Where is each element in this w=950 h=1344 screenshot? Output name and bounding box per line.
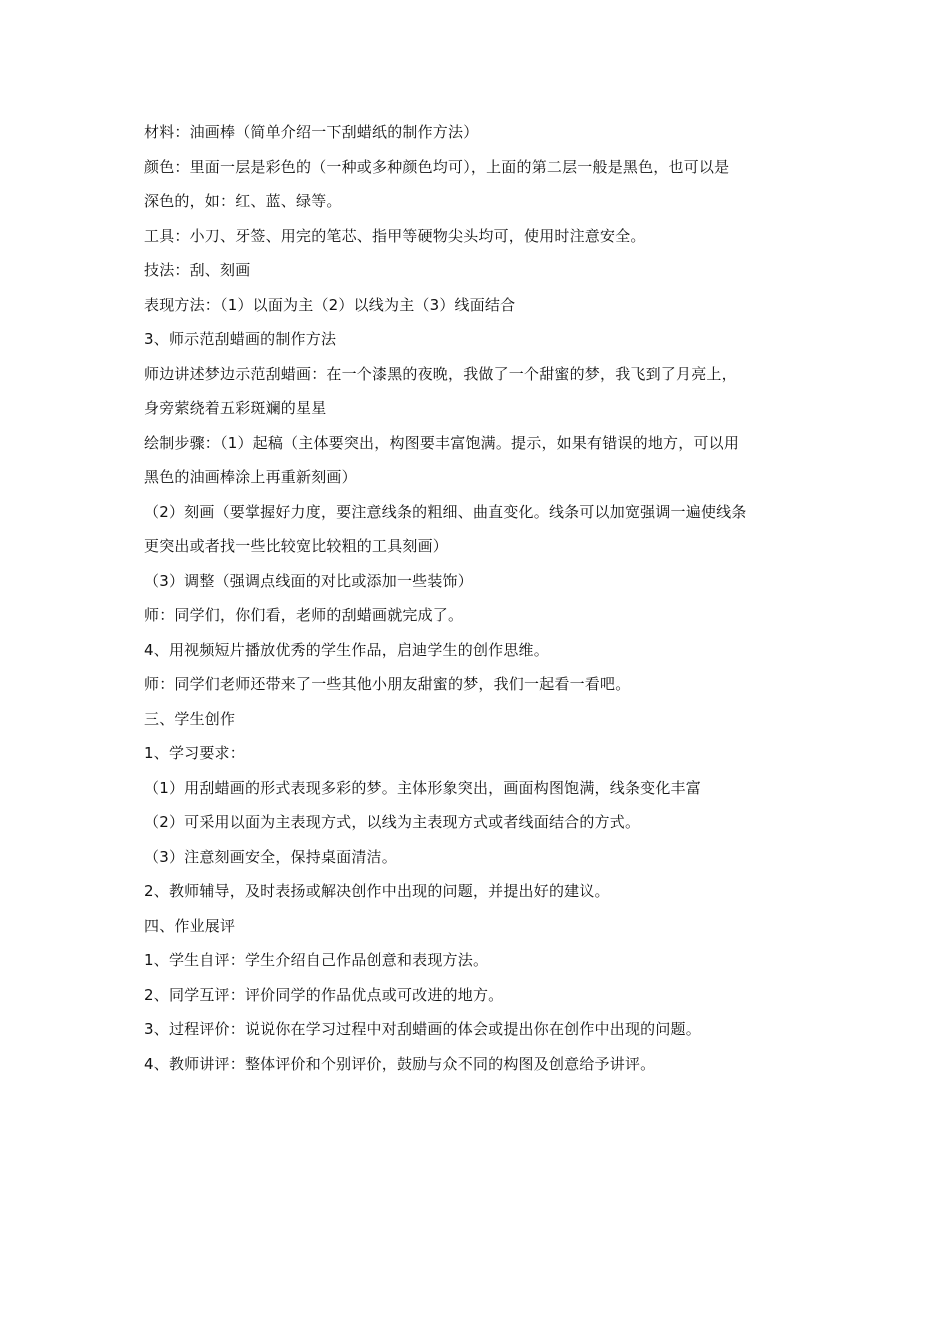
text-line-teacher-eval: 4、教师讲评：整体评价和个别评价，鼓励与众不同的构图及创意给予讲评。 bbox=[144, 1054, 656, 1073]
text-line-self-eval: 1、学生自评：学生介绍自己作品创意和表现方法。 bbox=[144, 951, 489, 969]
text-line-step-3: （3）调整（强调点线面的对比或添加一些装饰） bbox=[144, 571, 473, 590]
text-line-process-eval: 3、过程评价：说说你在学习过程中对刮蜡画的体会或提出你在创作中出现的问题。 bbox=[144, 1020, 701, 1038]
text-line-demo-story: 师边讲述梦边示范刮蜡画：在一个漆黑的夜晚，我做了一个甜蜜的梦，我飞到了月亮上， bbox=[144, 364, 737, 383]
section-heading-student-creation: 三、学生创作 bbox=[144, 709, 236, 728]
text-line-teacher-others: 师：同学们老师还带来了一些其他小朋友甜蜜的梦，我们一起看一看吧。 bbox=[144, 675, 631, 693]
text-line-video: 4、用视频短片播放优秀的学生作品，启迪学生的创作思维。 bbox=[144, 640, 549, 659]
section-heading-evaluation: 四、作业展评 bbox=[144, 916, 236, 935]
text-line-demo-heading: 3、师示范刮蜡画的制作方法 bbox=[144, 330, 337, 348]
text-line-demo-story-cont: 身旁萦绕着五彩斑斓的星星 bbox=[144, 399, 327, 417]
text-line-req-1: （1）用刮蜡画的形式表现多彩的梦。主体形象突出，画面构图饱满，线条变化丰富 bbox=[144, 778, 701, 797]
text-line-teacher-done: 师：同学们，你们看，老师的刮蜡画就完成了。 bbox=[144, 606, 464, 624]
text-line-expression-methods: 表现方法：（1）以面为主（2）以线为主（3）线面结合 bbox=[144, 295, 516, 314]
text-line-steps: 绘制步骤：（1）起稿（主体要突出，构图要丰富饱满。提示，如果有错误的地方，可以用 bbox=[144, 433, 740, 452]
document-body bbox=[144, 115, 814, 1081]
text-line-step-2-cont: 更突出或者找一些比较宽比较粗的工具刻画） bbox=[144, 537, 449, 555]
text-line-req-2: （2）可采用以面为主表现方式，以线为主表现方式或者线面结合的方式。 bbox=[144, 813, 641, 831]
text-line-colors: 颜色：里面一层是彩色的（一种或多种颜色均可），上面的第二层一般是黑色，也可以是 bbox=[144, 157, 730, 176]
text-line-materials: 材料：油画棒（简单介绍一下刮蜡纸的制作方法） bbox=[144, 123, 479, 141]
text-line-requirements: 1、学习要求： bbox=[144, 744, 245, 762]
text-line-req-3: （3）注意刻画安全，保持桌面清洁。 bbox=[144, 847, 397, 866]
text-line-techniques: 技法：刮、刻画 bbox=[144, 261, 251, 279]
text-line-peer-eval: 2、同学互评：评价同学的作品优点或可改进的地方。 bbox=[144, 985, 504, 1004]
text-line-tools: 工具：小刀、牙签、用完的笔芯、指甲等硬物尖头均可，使用时注意安全。 bbox=[144, 226, 646, 245]
text-line-steps-cont: 黑色的油画棒涂上再重新刻画） bbox=[144, 468, 357, 486]
text-line-colors-cont: 深色的，如：红、蓝、绿等。 bbox=[144, 192, 342, 210]
text-line-teacher-guidance: 2、教师辅导，及时表扬或解决创作中出现的问题，并提出好的建议。 bbox=[144, 882, 610, 900]
text-line-step-2: （2）刻画（要掌握好力度，要注意线条的粗细、曲直变化。线条可以加宽强调一遍使线条 bbox=[144, 502, 747, 521]
